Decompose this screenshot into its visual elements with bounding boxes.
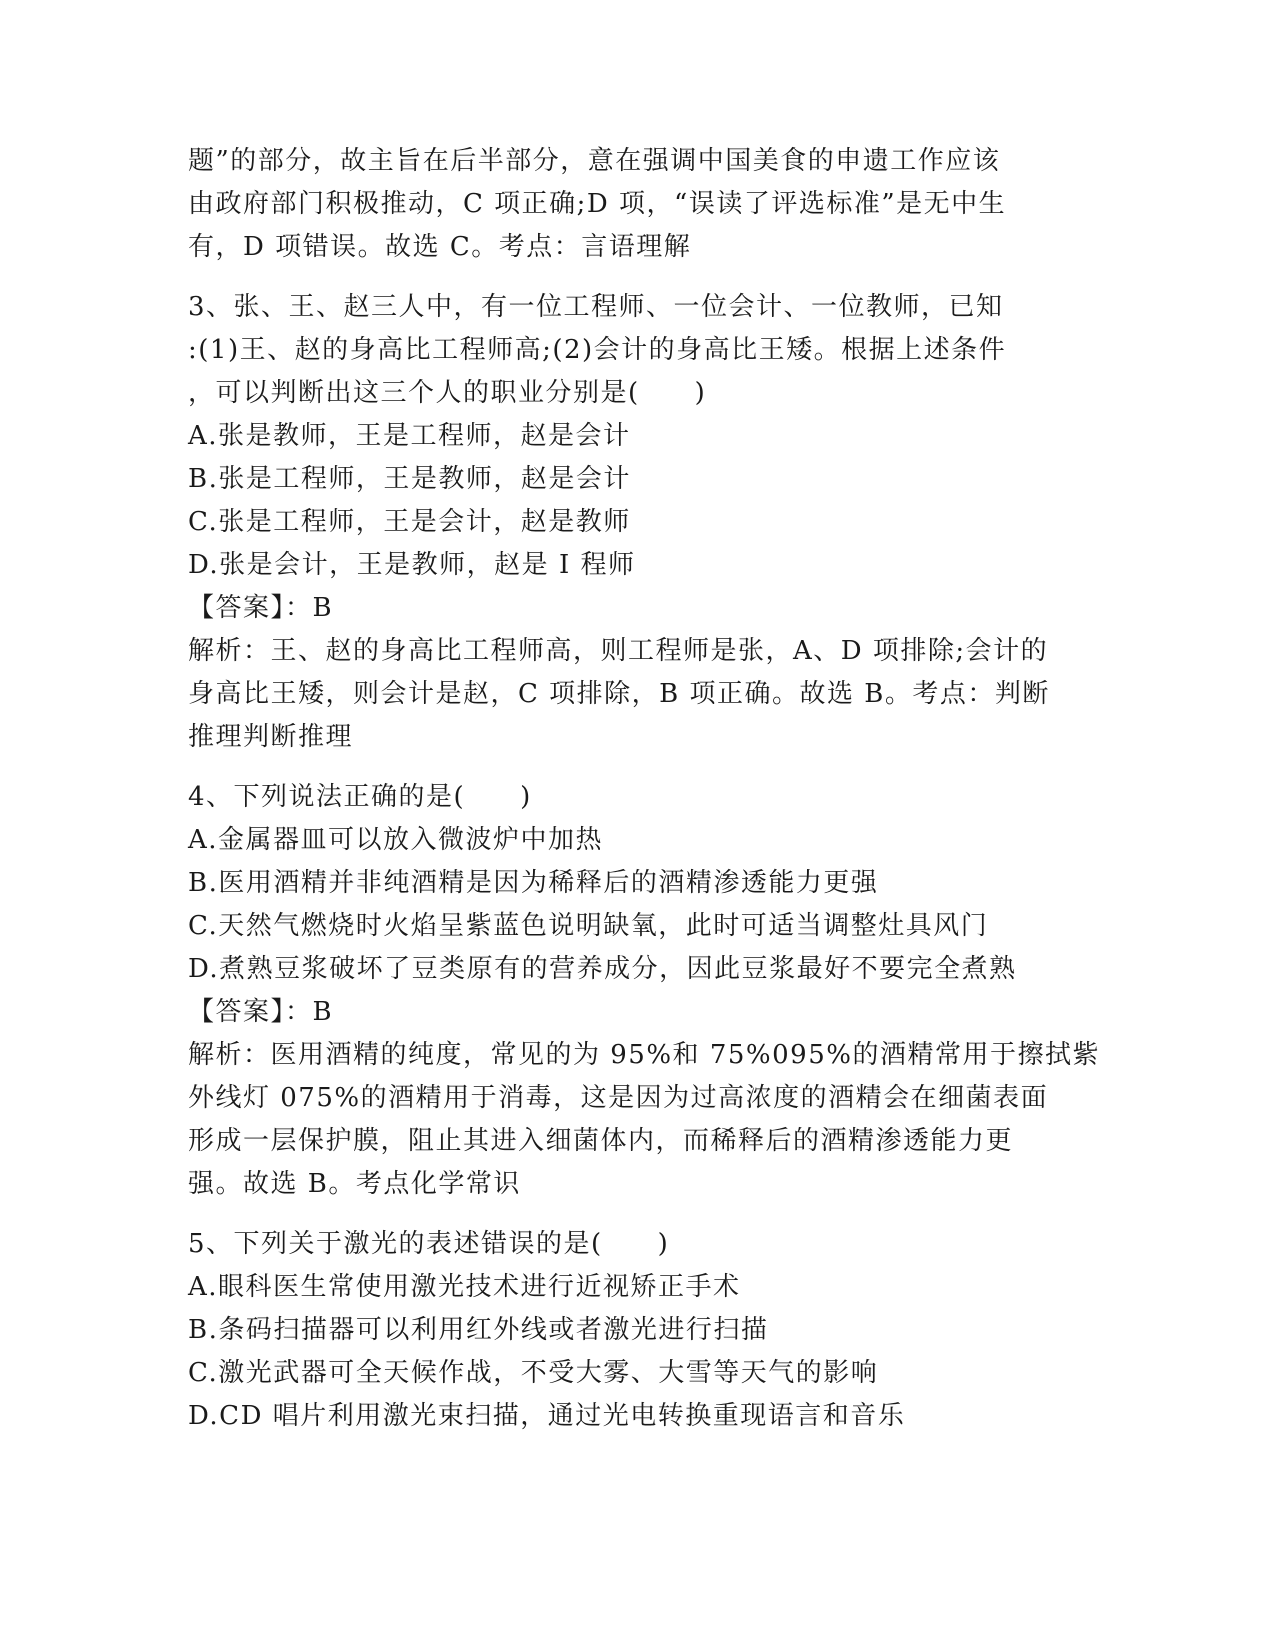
answer: 【答案】：B <box>188 997 334 1027</box>
explanation-line: 推理判断推理 <box>188 722 354 752</box>
option-d: D.煮熟豆浆破坏了豆类原有的营养成分，因此豆浆最好不要完全煮熟 <box>188 954 1017 984</box>
option-d: D.张是会计，王是教师，赵是 I 程师 <box>188 550 636 580</box>
spacer <box>188 269 1088 286</box>
explanation-line: 外线灯 075%的酒精用于消毒，这是因为过高浓度的酒精会在细菌表面 <box>188 1083 1049 1113</box>
option-a: A.眼科医生常使用激光技术进行近视矫正手术 <box>188 1272 741 1302</box>
explanation-line: 形成一层保护膜，阻止其进入细菌体内，而稀释后的酒精渗透能力更 <box>188 1126 1014 1156</box>
paragraph-line: 有，D 项错误。故选 C。考点：言语理解 <box>188 232 692 262</box>
explanation-line: 身高比王矮，则会计是赵，C 项排除，B 项正确。故选 B。考点：判断 <box>188 679 1050 709</box>
spacer <box>188 759 1088 776</box>
spacer <box>188 1206 1088 1223</box>
paragraph-line: 由政府部门积极推动，C 项正确;D 项，“误读了评选标准”是无中生 <box>188 189 1007 219</box>
answer: 【答案】：B <box>188 593 334 623</box>
option-b: B.条码扫描器可以利用红外线或者激光进行扫描 <box>188 1315 769 1345</box>
q2-explanation-tail <box>188 140 1088 269</box>
option-d: D.CD 唱片利用激光束扫描，通过光电转换重现语言和音乐 <box>188 1401 906 1431</box>
question-4 <box>188 776 1100 1206</box>
question-5 <box>188 1223 1088 1438</box>
explanation-line: 强。故选 B。考点化学常识 <box>188 1169 521 1199</box>
option-b: B.医用酒精并非纯酒精是因为稀释后的酒精渗透能力更强 <box>188 868 879 898</box>
document-body <box>188 140 1100 1438</box>
question-stem: ，可以判断出这三个人的职业分别是( ) <box>188 378 707 408</box>
question-stem: 5、下列关于激光的表述错误的是( ) <box>188 1229 670 1259</box>
option-c: C.激光武器可全天候作战，不受大雾、大雪等天气的影响 <box>188 1358 879 1388</box>
question-3 <box>188 286 1088 759</box>
option-c: C.天然气燃烧时火焰呈紫蓝色说明缺氧，此时可适当调整灶具风门 <box>188 911 989 941</box>
explanation-line: 解析：医用酒精的纯度，常见的为 95%和 75%095%的酒精常用于擦拭紫 <box>188 1040 1100 1070</box>
question-stem: :(1)王、赵的身高比工程师高;(2)会计的身高比王矮。根据上述条件 <box>188 335 1007 365</box>
explanation-line: 解析：王、赵的身高比工程师高，则工程师是张，A、D 项排除;会计的 <box>188 636 1049 666</box>
question-stem: 3、张、王、赵三人中，有一位工程师、一位会计、一位教师，已知 <box>188 292 1004 322</box>
option-a: A.张是教师，王是工程师，赵是会计 <box>188 421 631 451</box>
option-a: A.金属器皿可以放入微波炉中加热 <box>188 825 604 855</box>
paragraph-line: 题”的部分，故主旨在后半部分，意在强调中国美食的申遗工作应该 <box>188 146 1001 176</box>
option-b: B.张是工程师，王是教师，赵是会计 <box>188 464 631 494</box>
question-stem: 4、下列说法正确的是( ) <box>188 782 532 812</box>
option-c: C.张是工程师，王是会计，赵是教师 <box>188 507 631 537</box>
